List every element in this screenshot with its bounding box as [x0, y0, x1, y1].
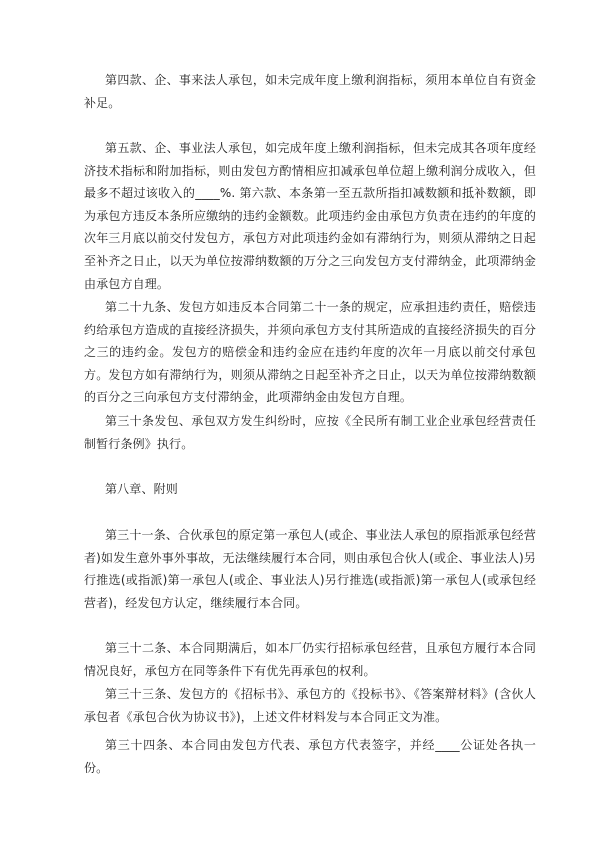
- paragraph-article-34: 第三十四条、本合同由发包方代表、承包方代表签字，并经____公证处各执一份。: [84, 738, 536, 775]
- paragraph-article-30: 第三十条发包、承包双方发生纠纷时，应按《全民所有制工业企业承包经营责任制暂行条例》执行。: [84, 414, 536, 451]
- paragraph-article-32: 第三十二条、本合同期满后，如本厂仍实行招标承包经营，且承包方履行本合同情况良好，承包方在同等条件下有优先再承包的权利。: [84, 641, 536, 678]
- paragraph-article-31: 第三十一条、合伙承包的原定第一承包人(或企、事业法人承包的原指派承包经营者)如发生意外事外事故，无法继续履行本合同，则由承包合伙人(或企、事业法人)另行推选(或指派)第一承包人(或企、事业法人)另行推选(或指派)第一承包人(或承包经营者)，经发包方认定，继续履行本合同。: [84, 528, 536, 610]
- paragraph-clause-4: 第四款、企、事来法人承包，如未完成年度上缴利润指标，须用本单位自有资金补足。: [84, 73, 536, 110]
- chapter-8-heading: 第八章、附则: [105, 482, 178, 496]
- paragraph-article-33: 第三十三条、发包方的《招标书》、承包方的《投标书》、《答案辩材料》(含伙人承包者《承包合伙为协议书》)，上述文件材料发与本合同正文为准。: [84, 687, 536, 724]
- paragraph-clause-5-6: 第五款、企、事业法人承包，如完成年度上缴利润指标，但未完成其各项年度经济技术指标和附加指标，则由发包方酌情相应扣减承包单位超上缴利润分成收入，但最多不超过该收入的____%. 第六款、本条第一至五款所指扣减数额和抵补数额，即为承包方违反本条所应缴纳的违约金额数。此项违约金由承包方负责在违约的年度的次年三月底以前交付发包方，承包方对此项违约金如有滞纳行为，则须从滞纳之日起至补齐之日止，以天为单位按滞纳数额的万分之三向发包方支付滞纳金，此项滞纳金由承包方自理。: [84, 141, 536, 291]
- paragraph-article-29: 第二十九条、发包方如违反本合同第二十一条的规定，应承担违约责任，赔偿违约给承包方造成的直接经济损失，并须向承包方支付其所造成的直接经济损失的百分之三的违约金。发包方的赔偿金和违约金应在违约年度的次年一月底以前交付承包方。发包方如有滞纳行为，则须从滞纳之日起至补齐之日止，以天为单位按滞纳数额的百分之三向承包方支付滞纳金，此项滞纳金由发包方自理。: [84, 300, 536, 405]
